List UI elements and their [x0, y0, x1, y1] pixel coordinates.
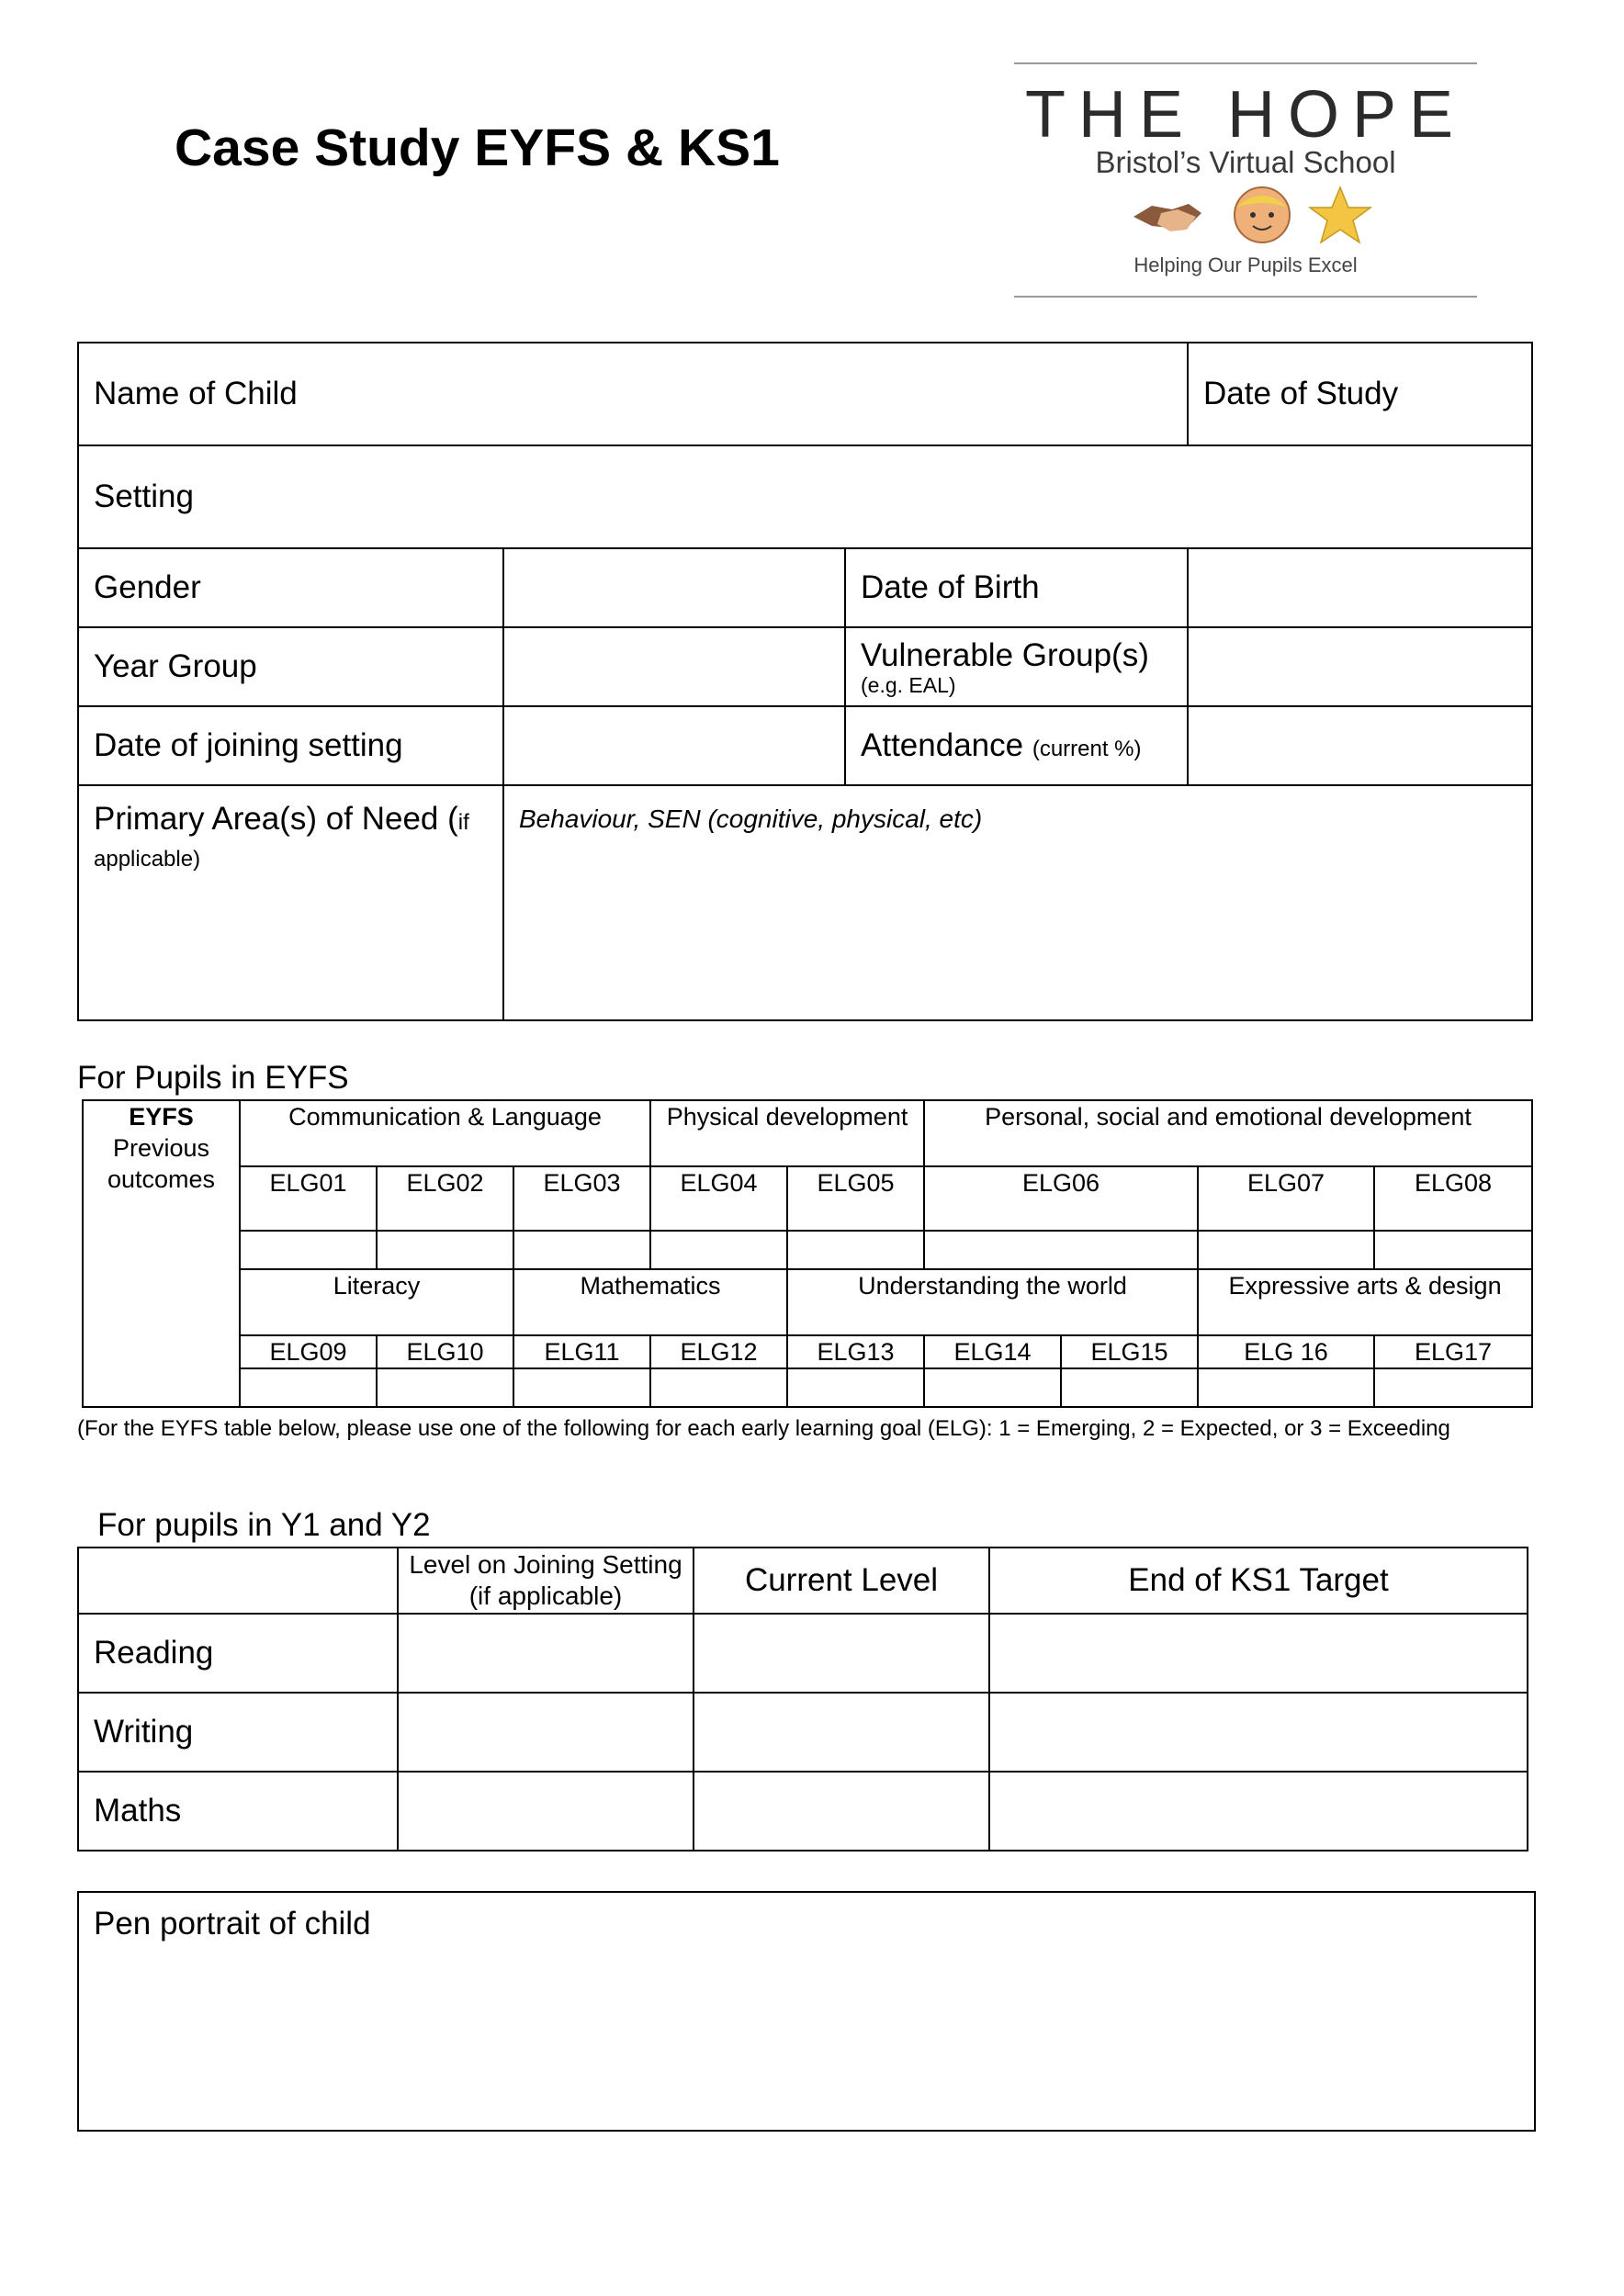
score-elg15[interactable]	[1061, 1368, 1198, 1407]
score-elg10[interactable]	[377, 1368, 513, 1407]
eyfs-outcomes-table	[82, 1099, 1533, 1408]
goal-elg15: ELG15	[1061, 1335, 1198, 1368]
ks1-levels-table	[77, 1547, 1528, 1851]
logo-tagline: Helping Our Pupils Excel	[1133, 253, 1358, 276]
score-elg06[interactable]	[924, 1231, 1198, 1269]
score-elg09[interactable]	[240, 1368, 377, 1407]
maths-target-input[interactable]	[989, 1772, 1528, 1851]
page-title: Case Study EYFS & KS1	[175, 118, 780, 177]
area-literacy: Literacy	[240, 1269, 513, 1335]
ks1-corner-cell	[78, 1548, 398, 1614]
name-of-child-field[interactable]	[78, 343, 1188, 445]
header-end-ks1-target: End of KS1 Target	[989, 1548, 1528, 1614]
vulnerable-groups-cell	[845, 627, 1188, 706]
ks1-section-caption: For pupils in Y1 and Y2	[97, 1507, 431, 1543]
reading-current-input[interactable]	[694, 1614, 989, 1693]
date-of-study-label: Date of Study	[1203, 376, 1399, 411]
gender-label: Gender	[78, 548, 503, 627]
goal-elg14: ELG14	[924, 1335, 1061, 1368]
header-level-on-joining: Level on Joining Setting (if applicable)	[398, 1548, 694, 1614]
writing-joining-input[interactable]	[398, 1693, 694, 1772]
score-elg03[interactable]	[513, 1231, 650, 1269]
eyfs-row-label	[83, 1100, 240, 1407]
primary-need-cell	[78, 785, 503, 1020]
year-group-label: Year Group	[78, 627, 503, 706]
child-face-icon	[1235, 187, 1290, 242]
eyfs-section-caption: For Pupils in EYFS	[77, 1060, 349, 1096]
primary-need-label: Primary Area(s) of Need (	[94, 801, 458, 837]
score-elg12[interactable]	[650, 1368, 787, 1407]
primary-need-hint: Behaviour, SEN (cognitive, physical, etc)	[519, 805, 983, 833]
score-elg04[interactable]	[650, 1231, 787, 1269]
area-physical-development: Physical development	[650, 1100, 924, 1166]
gender-input[interactable]	[503, 548, 845, 627]
goal-elg05: ELG05	[787, 1166, 924, 1231]
score-elg05[interactable]	[787, 1231, 924, 1269]
logo-bottom-rule	[1014, 296, 1477, 298]
row-label-reading: Reading	[78, 1614, 398, 1693]
goal-elg16: ELG 16	[1198, 1335, 1374, 1368]
setting-label: Setting	[94, 478, 194, 514]
date-joining-input[interactable]	[503, 706, 845, 785]
eyfs-scoring-note: (For the EYFS table below, please use one of the following for each early learning goal (ELG): 1 = Emerging, 2 = Expected, or 3 = Exceeding	[77, 1416, 1450, 1441]
handshake-icon	[1133, 204, 1201, 231]
vulnerable-groups-label: Vulnerable Group(s)	[861, 637, 1149, 673]
date-of-study-field[interactable]	[1188, 343, 1532, 445]
logo-name: THE HOPE	[1024, 78, 1467, 152]
school-logo	[1014, 62, 1477, 301]
date-joining-label: Date of joining setting	[78, 706, 503, 785]
row-label-writing: Writing	[78, 1693, 398, 1772]
setting-field[interactable]	[78, 445, 1532, 548]
logo-subtitle: Bristol’s Virtual School	[1095, 145, 1396, 179]
goal-elg01: ELG01	[240, 1166, 377, 1231]
writing-target-input[interactable]	[989, 1693, 1528, 1772]
score-elg14[interactable]	[924, 1368, 1061, 1407]
maths-current-input[interactable]	[694, 1772, 989, 1851]
goal-elg13: ELG13	[787, 1335, 924, 1368]
score-elg11[interactable]	[513, 1368, 650, 1407]
score-elg02[interactable]	[377, 1231, 513, 1269]
pen-portrait-label: Pen portrait of child	[94, 1906, 371, 1941]
star-icon	[1310, 187, 1370, 242]
reading-joining-input[interactable]	[398, 1614, 694, 1693]
header-current-level: Current Level	[694, 1548, 989, 1614]
year-group-input[interactable]	[503, 627, 845, 706]
logo-icons	[1124, 182, 1372, 246]
date-of-birth-label: Date of Birth	[845, 548, 1188, 627]
eyfs-row-label-text: Previous outcomes	[107, 1134, 216, 1193]
child-details-table	[77, 342, 1533, 1021]
score-elg01[interactable]	[240, 1231, 377, 1269]
eyfs-row-label-bold: EYFS	[129, 1103, 194, 1131]
goal-elg06: ELG06	[924, 1166, 1198, 1231]
area-understanding-world: Understanding the world	[787, 1269, 1198, 1335]
writing-current-input[interactable]	[694, 1693, 989, 1772]
goal-elg04: ELG04	[650, 1166, 787, 1231]
attendance-cell	[845, 706, 1188, 785]
score-elg16[interactable]	[1198, 1368, 1374, 1407]
primary-need-note-b: applicable)	[94, 847, 201, 872]
goal-elg08: ELG08	[1374, 1166, 1532, 1231]
name-of-child-label: Name of Child	[94, 376, 298, 411]
area-personal-social-emotional: Personal, social and emotional development	[924, 1100, 1532, 1166]
maths-joining-input[interactable]	[398, 1772, 694, 1851]
score-elg07[interactable]	[1198, 1231, 1374, 1269]
row-label-maths: Maths	[78, 1772, 398, 1851]
pen-portrait-box[interactable]	[77, 1891, 1536, 2132]
date-of-birth-input[interactable]	[1188, 548, 1532, 627]
vulnerable-groups-input[interactable]	[1188, 627, 1532, 706]
goal-elg10: ELG10	[377, 1335, 513, 1368]
score-elg17[interactable]	[1374, 1368, 1532, 1407]
goal-elg17: ELG17	[1374, 1335, 1532, 1368]
attendance-input[interactable]	[1188, 706, 1532, 785]
attendance-note: (current %)	[1032, 737, 1142, 761]
score-elg08[interactable]	[1374, 1231, 1532, 1269]
goal-elg09: ELG09	[240, 1335, 377, 1368]
goal-elg07: ELG07	[1198, 1166, 1374, 1231]
primary-need-note-a: if	[457, 810, 469, 835]
goal-elg11: ELG11	[513, 1335, 650, 1368]
logo-top-rule	[1014, 62, 1477, 64]
vulnerable-groups-note: (e.g. EAL)	[861, 673, 956, 697]
reading-target-input[interactable]	[989, 1614, 1528, 1693]
score-elg13[interactable]	[787, 1368, 924, 1407]
primary-need-input[interactable]	[503, 785, 1532, 1020]
area-communication-language: Communication & Language	[240, 1100, 650, 1166]
area-mathematics: Mathematics	[513, 1269, 787, 1335]
goal-elg03: ELG03	[513, 1166, 650, 1231]
goal-elg02: ELG02	[377, 1166, 513, 1231]
goal-elg12: ELG12	[650, 1335, 787, 1368]
attendance-label: Attendance	[861, 727, 1024, 763]
area-expressive-arts: Expressive arts & design	[1198, 1269, 1532, 1335]
